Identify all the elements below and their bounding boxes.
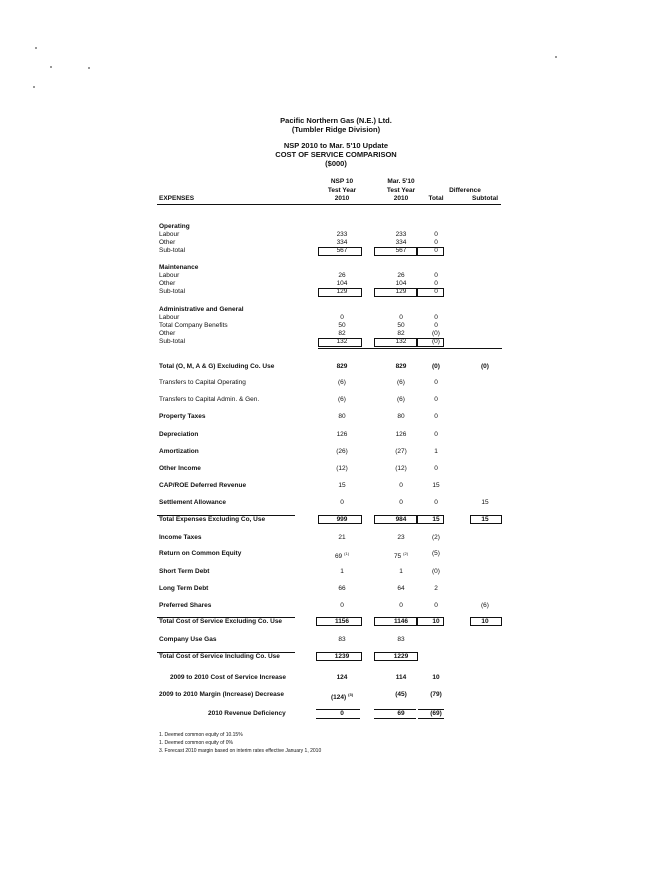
row-label: Other xyxy=(159,239,176,246)
cell-nsp: (26) xyxy=(336,448,348,455)
cell-mar: 334 xyxy=(395,239,407,246)
cell-total: (0) xyxy=(432,338,440,345)
col-expenses: EXPENSES xyxy=(159,195,195,202)
cell-subtotal: (0) xyxy=(481,363,489,370)
cell-mar: 0 xyxy=(399,482,403,489)
footnote: 1. Deemed common equity of 0% xyxy=(159,740,233,746)
footnote-marker: (3) xyxy=(348,692,354,697)
cell-mar: 83 xyxy=(397,636,405,643)
cell-total: (5) xyxy=(432,550,440,557)
cell-total: 2 xyxy=(434,585,438,592)
row-label: Short Term Debt xyxy=(159,568,210,575)
col-difference: Difference xyxy=(449,187,481,194)
cell-mar: 0 xyxy=(399,499,403,506)
row-label: Other xyxy=(159,280,176,287)
cell-nsp: 50 xyxy=(338,322,346,329)
cell-mar: (12) xyxy=(395,465,407,472)
cell-nsp: 26 xyxy=(338,272,346,279)
cell-mar: 126 xyxy=(395,431,407,438)
company-name: Pacific Northern Gas (N.E.) Ltd. xyxy=(280,116,392,125)
row-label: Depreciation xyxy=(159,431,199,438)
cell-nsp: 0 xyxy=(340,499,344,506)
row-label: Total (O, M, A & G) Excluding Co. Use xyxy=(159,363,275,370)
row-label: Sub-total xyxy=(159,288,186,295)
cell-nsp: 1156 xyxy=(334,618,350,625)
cell-nsp: 80 xyxy=(338,413,346,420)
cell-total: 0 xyxy=(434,231,438,238)
cell-mar: 114 xyxy=(395,674,407,681)
cell-nsp: 999 xyxy=(336,516,348,523)
cell-mar: 829 xyxy=(395,363,407,370)
report-title: COST OF SERVICE COMPARISON xyxy=(275,150,397,159)
cell-total: 0 xyxy=(434,247,438,254)
footnote: 3. Forecast 2010 margin based on interim rates effective January 1, 2010 xyxy=(159,748,322,754)
footnote: 1. Deemed common equity of 10.15% xyxy=(159,732,243,738)
total-expenses-label: Total Expenses Excluding Co, Use xyxy=(159,516,266,523)
cell-total: 0 xyxy=(434,280,438,287)
cell-total: (2) xyxy=(432,534,440,541)
cell-mar: 82 xyxy=(397,330,405,337)
cell-total: 0 xyxy=(434,396,438,403)
cell-nsp: 69 $^{(1)}$ xyxy=(334,551,350,561)
report-units: ($000) xyxy=(325,159,347,168)
cell-mar: (45) xyxy=(395,691,407,698)
cell-subtotal: 15 xyxy=(481,499,489,506)
row-label: Long Term Debt xyxy=(159,585,209,592)
cell-mar: 233 xyxy=(395,231,407,238)
row-label: Transfers to Capital Admin. & Gen. xyxy=(159,396,260,403)
cell-mar: 26 xyxy=(397,272,405,279)
row-label: Other Income xyxy=(159,465,201,472)
total-cos-excl-label: Total Cost of Service Excluding Co. Use xyxy=(159,618,283,625)
cell-total: (0) xyxy=(432,330,440,337)
row-label: Company Use Gas xyxy=(159,636,217,643)
cell-total: (0) xyxy=(432,568,440,575)
col-nsp-mid: Test Year xyxy=(327,187,357,194)
row-label: Total Company Benefits xyxy=(159,322,228,329)
cell-nsp: 15 xyxy=(338,482,346,489)
cell-total: 0 xyxy=(434,314,438,321)
cell-mar: 0 xyxy=(399,602,403,609)
cell-mar: 50 xyxy=(397,322,405,329)
cell-total: (79) xyxy=(430,691,442,698)
cell-nsp: 82 xyxy=(338,330,346,337)
col-subtotal: Subtotal xyxy=(472,195,498,202)
cell-mar: 1229 xyxy=(393,653,409,660)
cell-nsp: 83 xyxy=(338,636,346,643)
col-nsp-top: NSP 10 xyxy=(330,178,354,185)
cell-nsp: 104 xyxy=(336,280,348,287)
row-label: 2009 to 2010 Cost of Service Increase xyxy=(170,674,286,681)
cell-total: 1 xyxy=(434,448,438,455)
col-mar-top: Mar. 5'10 xyxy=(387,178,415,185)
cell-total: (0) xyxy=(432,363,440,370)
row-label: Return on Common Equity xyxy=(159,550,242,557)
scan-speck xyxy=(555,56,557,58)
cell-nsp: 126 xyxy=(336,431,348,438)
cell-mar: 1 xyxy=(399,568,403,575)
cell-mar: 984 xyxy=(395,516,407,523)
row-label: Preferred Shares xyxy=(159,602,212,609)
cell-nsp: (12) xyxy=(336,465,348,472)
col-total: Total xyxy=(428,195,444,202)
cell-total: 0 xyxy=(434,431,438,438)
row-label: Labour xyxy=(159,272,180,279)
cell-nsp: 129 xyxy=(336,288,348,295)
cell-mar: (27) xyxy=(395,448,407,455)
cell-nsp: 334 xyxy=(336,239,348,246)
cell-subtotal: 10 xyxy=(481,618,489,625)
cell-nsp: 233 xyxy=(336,231,348,238)
row-label: Income Taxes xyxy=(159,534,202,541)
cell-total: 15 xyxy=(432,516,440,523)
section-heading-admin: Administrative and General xyxy=(159,306,244,313)
scan-speck xyxy=(88,67,90,69)
cell-total: 0 xyxy=(434,379,438,386)
report-subtitle: NSP 2010 to Mar. 5'10 Update xyxy=(283,141,389,150)
total-cos-incl-label: Total Cost of Service Including Co. Use xyxy=(159,653,280,660)
cell-nsp: 0 xyxy=(340,314,344,321)
cell-total: 0 xyxy=(434,322,438,329)
cell-total: 0 xyxy=(434,465,438,472)
row-label: Amortization xyxy=(159,448,199,455)
row-label: Property Taxes xyxy=(159,413,206,420)
cell-mar: (6) xyxy=(397,379,405,386)
row-label: Labour xyxy=(159,314,180,321)
row-label: 2009 to 2010 Margin (Increase) Decrease xyxy=(159,691,285,698)
cell-mar: 1146 xyxy=(393,618,409,625)
row-label: Other xyxy=(159,330,176,337)
footnote-marker: (1) xyxy=(344,551,350,556)
cell-mar: 64 xyxy=(397,585,405,592)
cell-nsp: 1239 xyxy=(334,653,350,660)
row-label: Sub-total xyxy=(159,338,186,345)
cell-nsp: 0 xyxy=(340,710,344,717)
scan-speck xyxy=(35,47,37,49)
cell-nsp: (124) $^{(3)}$ xyxy=(330,692,354,702)
cell-subtotal: 15 xyxy=(481,516,489,523)
cell-total: 15 xyxy=(432,482,440,489)
cell-total: 10 xyxy=(432,618,440,625)
cell-total: 10 xyxy=(432,674,440,681)
cell-mar: 104 xyxy=(395,280,407,287)
cell-mar: 75 $^{(2)}$ xyxy=(393,551,409,561)
cell-nsp: 567 xyxy=(336,247,348,254)
cell-mar: 23 xyxy=(397,534,405,541)
col-mar-mid: Test Year xyxy=(386,187,416,194)
scan-speck xyxy=(50,66,52,68)
cell-nsp: 21 xyxy=(338,534,346,541)
cell-subtotal: (6) xyxy=(481,602,489,609)
col-nsp-bot: 2010 xyxy=(334,195,350,202)
cell-nsp: 1 xyxy=(340,568,344,575)
revenue-deficiency-label: 2010 Revenue Deficiency xyxy=(208,710,286,717)
cell-mar: (6) xyxy=(397,396,405,403)
row-label: Transfers to Capital Operating xyxy=(159,379,246,386)
cell-mar: 80 xyxy=(397,413,405,420)
cell-nsp: (6) xyxy=(338,379,346,386)
header-rule xyxy=(157,204,501,205)
cell-total: 0 xyxy=(434,272,438,279)
row-label: Labour xyxy=(159,231,180,238)
cell-nsp: 829 xyxy=(336,363,348,370)
scan-speck xyxy=(33,86,35,88)
cell-mar: 129 xyxy=(395,288,407,295)
cell-nsp: (6) xyxy=(338,396,346,403)
cell-mar: 567 xyxy=(395,247,407,254)
footnote-marker: (2) xyxy=(403,551,409,556)
cell-total: 0 xyxy=(434,239,438,246)
cell-nsp: 124 xyxy=(336,674,348,681)
cell-nsp: 0 xyxy=(340,602,344,609)
cell-mar: 132 xyxy=(395,338,407,345)
col-mar-bot: 2010 xyxy=(393,195,409,202)
cell-mar: 69 xyxy=(397,710,405,717)
cell-mar: 0 xyxy=(399,314,403,321)
division-name: (Tumbler Ridge Division) xyxy=(291,125,381,134)
row-label: Settlement Allowance xyxy=(159,499,226,506)
cell-nsp: 66 xyxy=(338,585,346,592)
cell-total: (69) xyxy=(430,710,442,717)
row-label: CAP/ROE Deferred Revenue xyxy=(159,482,247,489)
cell-total: 0 xyxy=(434,288,438,295)
cell-total: 0 xyxy=(434,499,438,506)
cell-total: 0 xyxy=(434,602,438,609)
section-heading-maintenance: Maintenance xyxy=(159,264,199,271)
cell-nsp: 132 xyxy=(336,338,348,345)
section-heading-operating: Operating xyxy=(159,223,190,230)
row-label: Sub-total xyxy=(159,247,186,254)
cell-total: 0 xyxy=(434,413,438,420)
